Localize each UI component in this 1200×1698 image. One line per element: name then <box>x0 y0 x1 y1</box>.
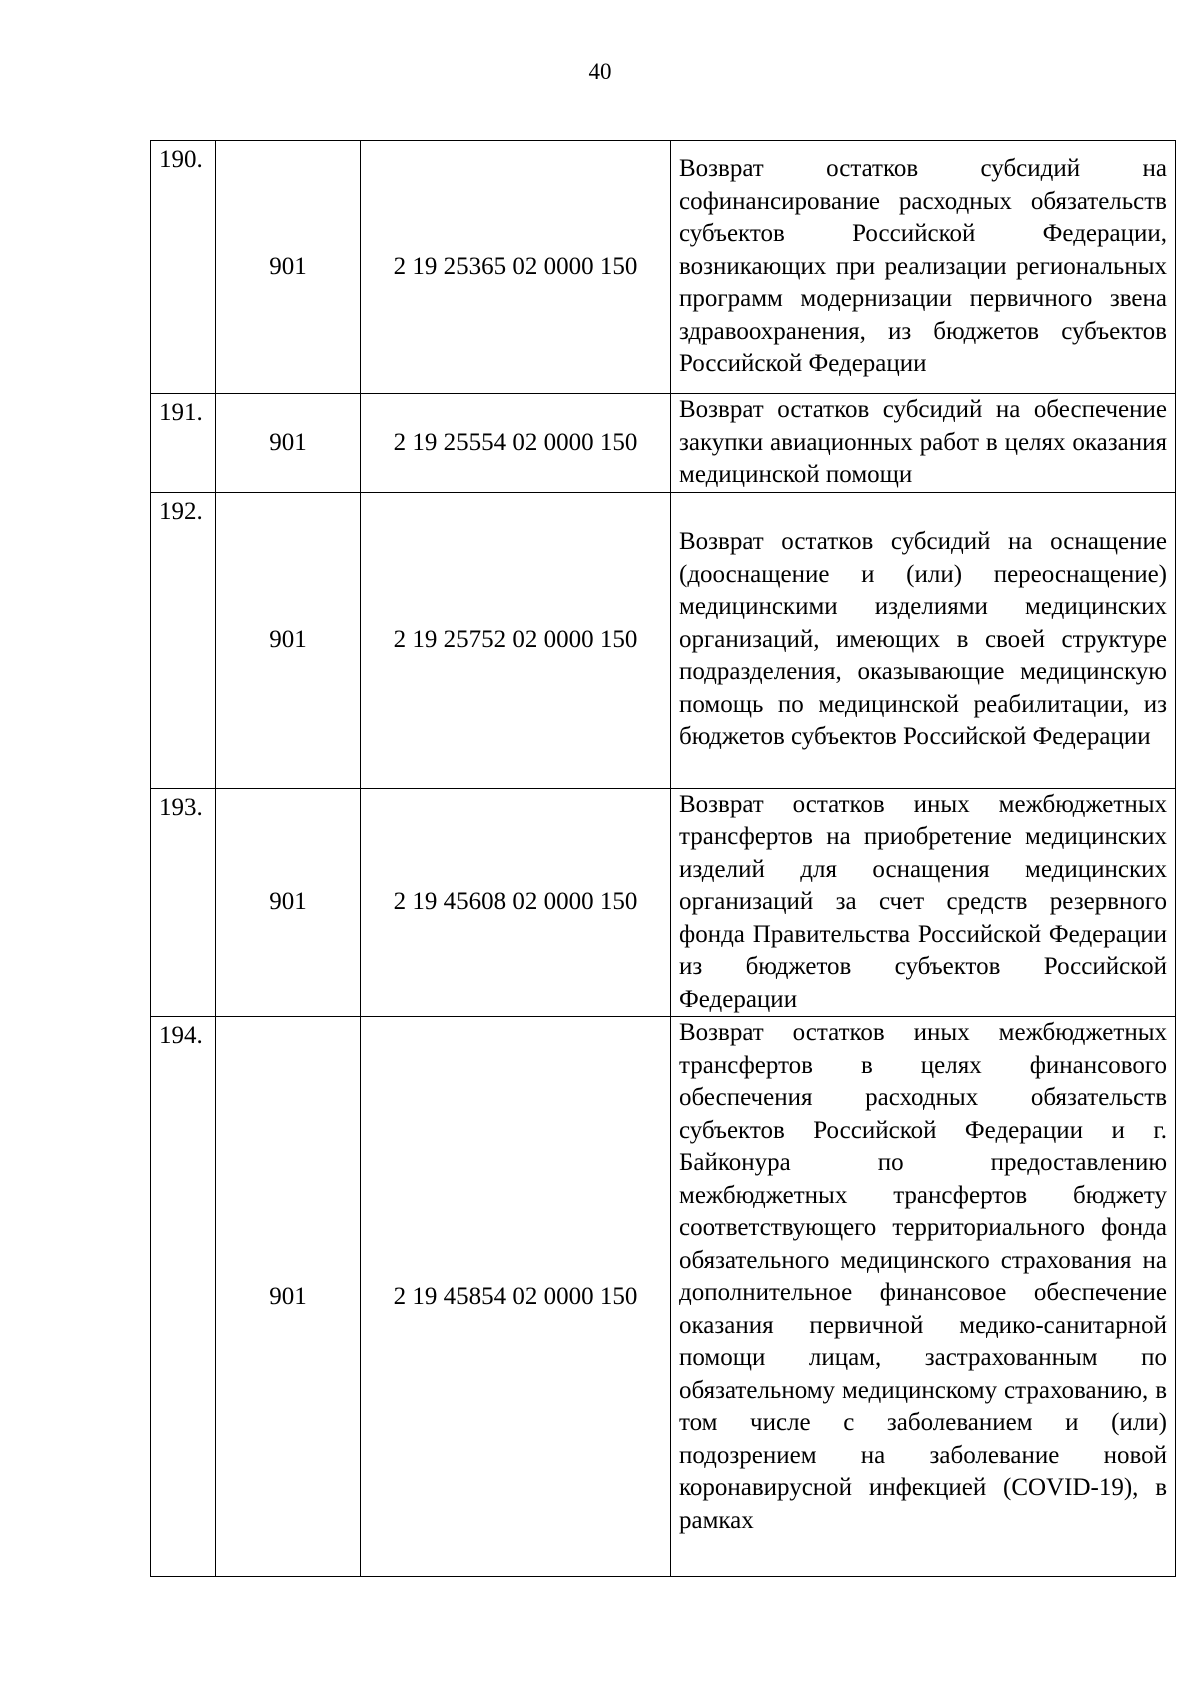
admin-code: 901 <box>216 1017 361 1577</box>
table-row <box>151 788 1176 1017</box>
table-row <box>151 394 1176 493</box>
admin-code: 901 <box>216 141 361 394</box>
row-number: 192. <box>151 492 216 788</box>
budget-classification-code: 2 19 25365 02 0000 150 <box>361 141 671 394</box>
admin-code: 901 <box>216 394 361 493</box>
budget-classification-code: 2 19 25752 02 0000 150 <box>361 492 671 788</box>
admin-code: 901 <box>216 788 361 1017</box>
budget-codes-table <box>150 140 1176 1577</box>
page-number: 40 <box>588 59 612 84</box>
table-row <box>151 492 1176 788</box>
budget-classification-code: 2 19 25554 02 0000 150 <box>361 394 671 493</box>
row-number: 190. <box>151 141 216 394</box>
income-description: Возврат остатков субсидий на обеспечение закупки авиационных работ в целях оказания медицинской помощи <box>671 394 1176 493</box>
table-row <box>151 141 1176 394</box>
table-row <box>151 1017 1176 1577</box>
row-number: 191. <box>151 394 216 493</box>
income-description: Возврат остатков иных межбюджетных трансфертов на приобретение медицинских изделий для оснащения медицинских организаций за счет средств резервного фонда Правительства Российской Федерации из бюджетов субъектов Российской Федерации <box>671 788 1176 1017</box>
income-description: Возврат остатков субсидий на софинансирование расходных обязательств субъектов Российской Федерации, возникающих при реализации региональных программ модернизации первичного звена здравоохранения, из бюджетов субъектов Российской Федерации <box>671 141 1176 394</box>
row-number: 194. <box>151 1017 216 1577</box>
admin-code: 901 <box>216 492 361 788</box>
budget-classification-code: 2 19 45854 02 0000 150 <box>361 1017 671 1577</box>
row-number: 193. <box>151 788 216 1017</box>
income-description: Возврат остатков субсидий на оснащение (дооснащение и (или) переоснащение) медицинскими изделиями медицинских организаций, имеющих в своей структуре подразделения, оказывающие медицинскую помощь по медицинской реабилитации, из бюджетов субъектов Российской Федерации <box>671 492 1176 788</box>
budget-classification-code: 2 19 45608 02 0000 150 <box>361 788 671 1017</box>
income-description: Возврат остатков иных межбюджетных трансфертов в целях финансового обеспечения расходных обязательств субъектов Российской Федерации и г. Байконура по предоставлению межбюджетных трансфертов бюджету соответствующего территориального фонда обязательного медицинского страхования на дополнительное финансовое обеспечение оказания первичной медико-санитарной помощи лицам, застрахованным по обязательному медицинскому страхованию, в том числе с заболеванием и (или) подозрением на заболевание новой коронавирусной инфекцией (COVID-19), в рамках <box>671 1017 1176 1577</box>
